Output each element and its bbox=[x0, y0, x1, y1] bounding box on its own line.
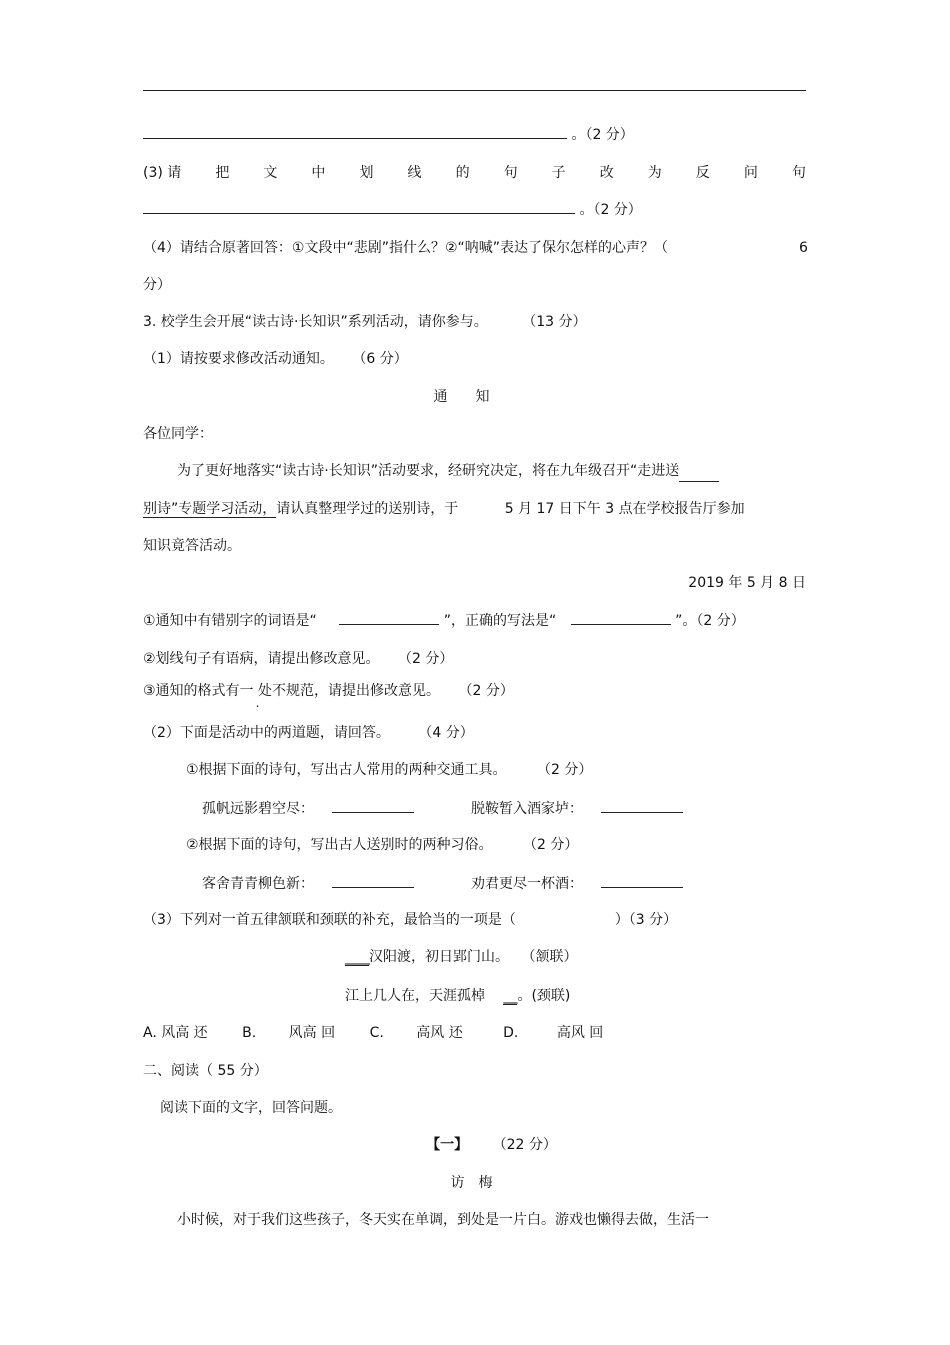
verse-text: 江上几人在，天涯孤棹 bbox=[345, 988, 485, 1004]
verse-tag: （颔联） bbox=[521, 949, 578, 965]
sub-question-3 bbox=[143, 681, 514, 701]
text: 脱鞍暂入酒家垆： bbox=[471, 801, 583, 817]
article-title: 访 梅 bbox=[450, 1175, 493, 1191]
verse-tag: 。(颈联) bbox=[517, 988, 571, 1004]
article-paragraph-1: 小时候，对于我们这些孩子，冬天实在单调，到处是一片白。游戏也懒得去做，生活一 bbox=[177, 1212, 709, 1228]
score-text: （2 分） bbox=[523, 837, 579, 853]
text: 劝君更尽一杯酒： bbox=[471, 876, 583, 892]
option-b-text[interactable]: 风高 回 bbox=[288, 1025, 336, 1041]
spread-char: 子 bbox=[551, 165, 566, 181]
score-text: 。（2 分） bbox=[579, 202, 642, 218]
q3-heading bbox=[143, 312, 586, 332]
poem-line-2a bbox=[202, 873, 414, 894]
q3-spread-line bbox=[143, 163, 806, 183]
part-label: 【一】 bbox=[426, 1137, 469, 1153]
notice-body-2 bbox=[143, 499, 745, 519]
heading-score: （13 分） bbox=[522, 314, 587, 330]
spread-char: 的 bbox=[455, 165, 470, 181]
answer-blank[interactable] bbox=[143, 199, 575, 214]
section2-heading: 二、阅读（ 55 分） bbox=[143, 1063, 268, 1079]
option-b-letter[interactable]: B. bbox=[242, 1025, 257, 1041]
heading-text: 3. 校学生会开展“读古诗·长知识”系列活动，请你参与。 bbox=[143, 314, 488, 330]
option-c-text[interactable]: 高风 还 bbox=[416, 1025, 463, 1041]
verse-text: 汉阳渡，初日郢门山。 bbox=[369, 949, 509, 965]
header-rule bbox=[143, 90, 806, 91]
part1-line bbox=[143, 349, 408, 369]
emphasis-dot bbox=[254, 683, 258, 699]
text: （2）下面是活动中的两道题，请回答。 bbox=[143, 725, 390, 741]
score-text: （4 分） bbox=[418, 725, 474, 741]
score-text: 。（2 分） bbox=[571, 127, 634, 143]
part2-q1 bbox=[186, 760, 592, 780]
answer-line-b bbox=[143, 199, 642, 220]
spread-char: 文 bbox=[263, 165, 278, 181]
spread-char: 句 bbox=[503, 165, 518, 181]
underlined-sentence: 别诗”专题学习活动， bbox=[143, 501, 277, 517]
spread-char: 改 bbox=[599, 165, 614, 181]
verse-blank: __ bbox=[503, 988, 518, 1004]
verse-blank: ____ bbox=[345, 949, 369, 965]
text: 处不规范，请提出修改意见。 bbox=[258, 683, 441, 699]
wrong-word-blank[interactable] bbox=[339, 610, 439, 625]
score-text: （2 分） bbox=[537, 762, 593, 778]
spread-char: 中 bbox=[311, 165, 326, 181]
text: ）（3 分） bbox=[614, 912, 678, 928]
text: ③通知的格式有一 bbox=[143, 683, 254, 699]
score-text: （2 分） bbox=[458, 683, 514, 699]
notice-date: 2019 年 5 月 8 日 bbox=[688, 575, 806, 591]
option-d-letter[interactable]: D. bbox=[503, 1025, 519, 1041]
answer-blank[interactable] bbox=[143, 124, 567, 139]
q4-line1: （4）请结合原著回答：①文段中“悲剧”指什么？②“呐喊”表达了保尔怎样的心声？（ bbox=[143, 240, 669, 256]
q4-line2: 分） bbox=[143, 277, 171, 293]
part-score: （22 分） bbox=[492, 1137, 557, 1153]
part3-line bbox=[143, 910, 677, 930]
option-c-letter[interactable]: C. bbox=[369, 1025, 384, 1041]
body-text: 为了更好地落实“读古诗·长知识”活动要求，经研究决定，将在九年级召开“走进送 bbox=[177, 463, 680, 479]
q4-line1-score: 6 bbox=[799, 240, 808, 256]
text: ”。（2 分） bbox=[675, 613, 745, 629]
spread-char: 反 bbox=[695, 165, 710, 181]
option-d-text[interactable]: 高风 回 bbox=[556, 1025, 604, 1041]
spread-char: 线 bbox=[407, 165, 422, 181]
sub-question-1 bbox=[143, 610, 745, 631]
verse-line-1 bbox=[345, 947, 577, 967]
notice-title: 通 知 bbox=[433, 389, 490, 405]
option-a[interactable]: A. 风高 还 bbox=[143, 1025, 208, 1041]
correct-word-blank[interactable] bbox=[571, 610, 671, 625]
text: ②根据下面的诗句，写出古人送别时的两种习俗。 bbox=[186, 837, 493, 853]
spread-char: 句 bbox=[791, 165, 806, 181]
custom-blank-1[interactable] bbox=[332, 873, 414, 888]
part1-score: （6 分） bbox=[352, 351, 408, 367]
spread-char: 把 bbox=[215, 165, 230, 181]
poem-line-1b bbox=[471, 798, 683, 819]
spread-char: 为 bbox=[647, 165, 662, 181]
text: ①通知中有错别字的词语是“ bbox=[143, 613, 317, 629]
transport-blank-2[interactable] bbox=[601, 798, 683, 813]
sub-question-2 bbox=[143, 649, 453, 669]
text: 孤帆远影碧空尽： bbox=[202, 801, 314, 817]
part2-q2 bbox=[186, 835, 578, 855]
section2-intro: 阅读下面的文字，回答问题。 bbox=[160, 1100, 342, 1116]
transport-blank-1[interactable] bbox=[332, 798, 414, 813]
text: （3）下列对一首五律颔联和颈联的补充，最恰当的一项是（ bbox=[143, 912, 516, 928]
underline-tail bbox=[679, 461, 719, 482]
text: ②划线句子有语病，请提出修改意见。 bbox=[143, 651, 380, 667]
part2-line bbox=[143, 723, 474, 743]
spread-char: (3) 请 bbox=[143, 165, 182, 181]
text: 客舍青青柳色新： bbox=[202, 876, 314, 892]
poem-line-1a bbox=[202, 798, 414, 819]
text: ①根据下面的诗句，写出古人常用的两种交通工具。 bbox=[186, 762, 507, 778]
text: ”，正确的写法是“ bbox=[443, 613, 557, 629]
reading-part-label bbox=[160, 1135, 823, 1155]
notice-body-3: 知识竟答活动。 bbox=[143, 538, 241, 554]
options-line bbox=[143, 1023, 603, 1043]
part1-text: （1）请按要求修改活动通知。 bbox=[143, 351, 334, 367]
answer-line-a bbox=[143, 124, 634, 145]
verse-line-2 bbox=[345, 986, 570, 1006]
body-text: 请认真整理学过的送别诗，于 bbox=[276, 501, 459, 517]
notice-greeting: 各位同学： bbox=[143, 426, 213, 442]
notice-body-1 bbox=[177, 461, 719, 482]
poem-line-2b bbox=[471, 873, 683, 894]
spread-char: 问 bbox=[743, 165, 758, 181]
body-text: 5 月 17 日下午 3 点在学校报告厅参加 bbox=[504, 501, 745, 517]
score-text: （2 分） bbox=[398, 651, 454, 667]
custom-blank-2[interactable] bbox=[601, 873, 683, 888]
spread-char: 划 bbox=[359, 165, 374, 181]
